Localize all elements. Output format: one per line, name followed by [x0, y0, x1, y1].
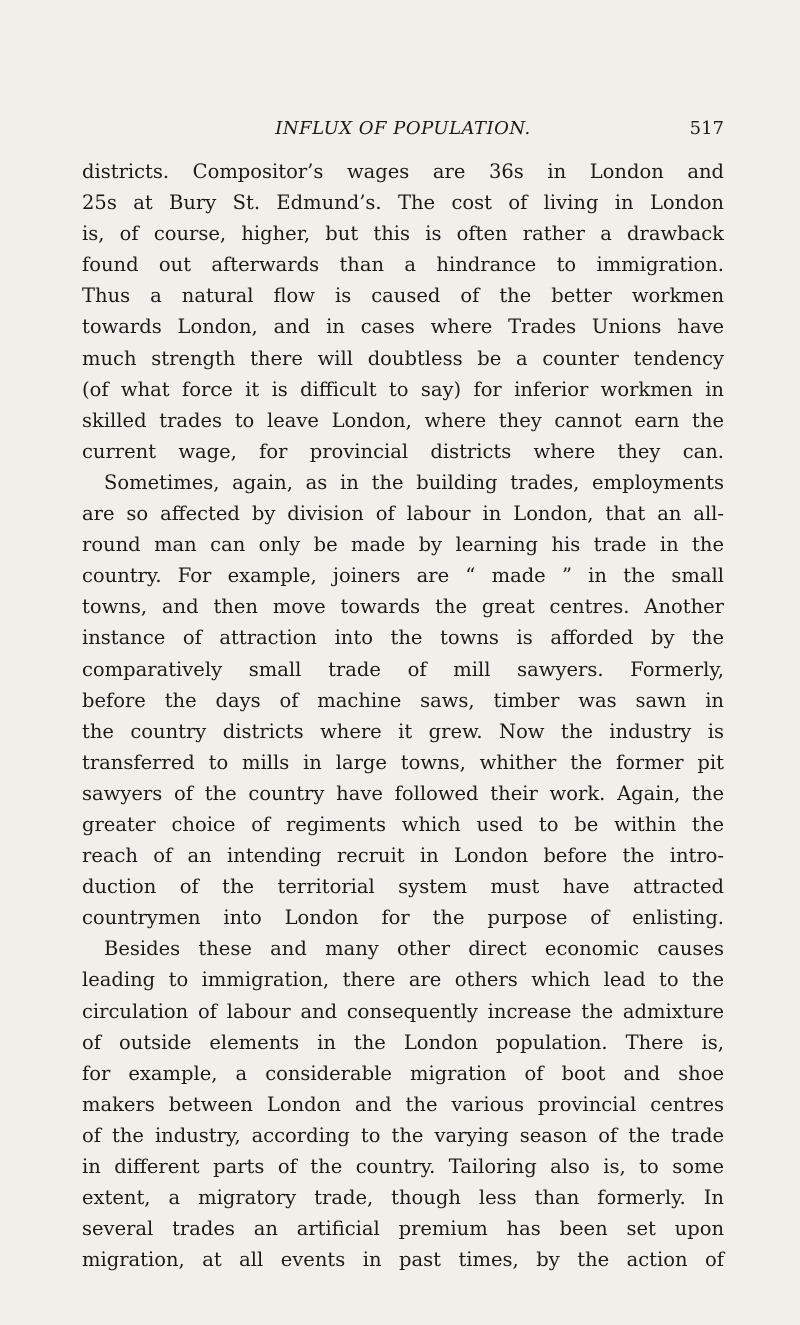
- text-line: 25s at Bury St. Edmund’s. The cost of living in London: [82, 191, 724, 215]
- text-line: before the days of machine saws, timber was sawn in: [82, 688, 724, 712]
- text-line: several trades an artificial premium has been set upon: [82, 1217, 724, 1241]
- text-line: towards London, and in cases where Trades Unions have: [82, 315, 724, 339]
- text-line: greater choice of regiments which used to be within the: [82, 812, 724, 836]
- text-line: transferred to mills in large towns, whither the former pit: [82, 750, 724, 774]
- text-line: of outside elements in the London population. There is,: [82, 1030, 724, 1054]
- text-line: (of what force it is difficult to say) for inferior workmen in: [82, 377, 724, 401]
- text-line: Sometimes, again, as in the building trades, employments: [104, 470, 724, 494]
- text-line: makers between London and the various provincial centres: [82, 1092, 724, 1116]
- text-line: migration, at all events in past times, by the action of: [82, 1248, 724, 1272]
- text-line: instance of attraction into the towns is afforded by the: [82, 626, 724, 650]
- text-line: towns, and then move towards the great centres. Another: [82, 595, 724, 619]
- text-line: round man can only be made by learning his trade in the: [82, 533, 724, 557]
- text-line: Besides these and many other direct economic causes: [104, 937, 724, 961]
- text-line: countrymen into London for the purpose of enlisting.: [82, 906, 724, 930]
- page-number: 517: [689, 118, 724, 139]
- text-line: skilled trades to leave London, where they cannot earn the: [82, 408, 724, 432]
- text-line: the country districts where it grew. Now the industry is: [82, 719, 724, 743]
- body-text: [82, 156, 724, 1275]
- text-line: for example, a considerable migration of boot and shoe: [82, 1061, 724, 1085]
- text-line: found out afterwards than a hindrance to immigration.: [82, 253, 724, 277]
- running-head: [82, 118, 724, 148]
- text-line: duction of the territorial system must have attracted: [82, 875, 724, 899]
- text-line: districts. Compositor’s wages are 36s in London and: [82, 160, 724, 183]
- running-title: INFLUX OF POPULATION.: [275, 118, 531, 139]
- text-line: current wage, for provincial districts where they can.: [82, 439, 724, 463]
- text-line: extent, a migratory trade, though less than formerly. In: [82, 1186, 724, 1210]
- text-line: are so affected by division of labour in London, that an all-: [82, 502, 724, 526]
- text-line: country. For example, joiners are “ made ” in the small: [82, 564, 724, 588]
- text-line: much strength there will doubtless be a counter tendency: [82, 346, 724, 370]
- text-line: of the industry, according to the varying season of the trade: [82, 1123, 724, 1147]
- text-line: is, of course, higher, but this is often rather a drawback: [82, 222, 724, 246]
- text-line: in different parts of the country. Tailoring also is, to some: [82, 1155, 724, 1178]
- text-line: Thus a natural flow is caused of the better workmen: [82, 284, 724, 308]
- text-line: sawyers of the country have followed their work. Again, the: [82, 781, 724, 805]
- text-line: leading to immigration, there are others which lead to the: [82, 968, 724, 992]
- text-line: reach of an intending recruit in London before the intro-: [82, 844, 724, 868]
- text-line: circulation of labour and consequently increase the admixture: [82, 999, 724, 1023]
- text-line: comparatively small trade of mill sawyers. Formerly,: [82, 657, 724, 681]
